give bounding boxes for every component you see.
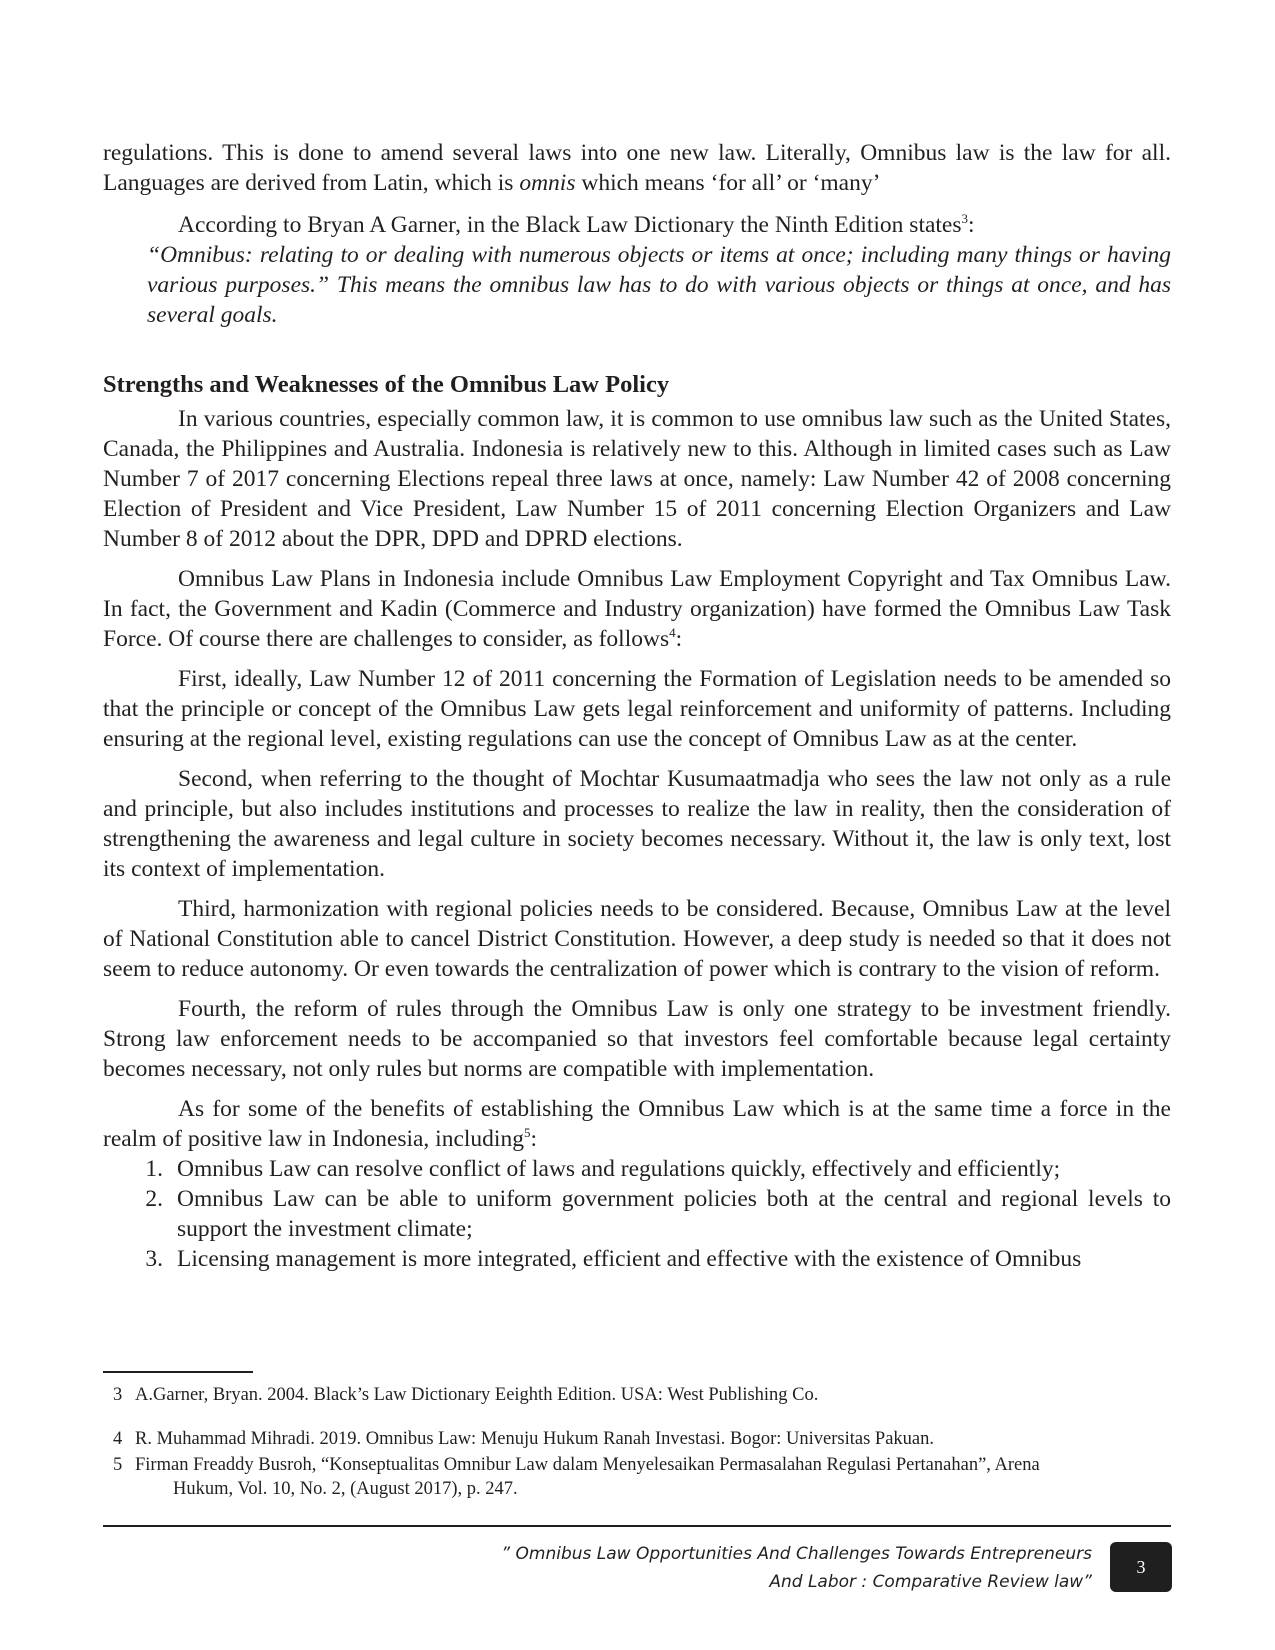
list-text: Licensing management is more integrated, efficient and effective with the existence of Omnibus (177, 1246, 1082, 1272)
text: : (968, 212, 975, 238)
running-title (501, 1540, 1092, 1596)
block-quote: “Omnibus: relating to or dealing with numerous objects or items at once; including many things or having various purposes.” This means the omnibus law has to do with various objects or things at once, and has several goals. (147, 242, 1171, 328)
text: regulations. This is done to amend several laws into one new law. Literally, Omnibus law is the law for all. Languages are derived from Latin, which is (103, 140, 1171, 196)
footnote-text: A.Garner, Bryan. 2004. Black’s Law Dictionary Eeighth Edition. USA: West Publishing Co. (135, 1385, 819, 1405)
footnote-text: R. Muhammad Mihradi. 2019. Omnibus Law: Menuju Hukum Ranah Investasi. Bogor: Universitas Pakuan. (135, 1429, 935, 1449)
paragraph: In various countries, especially common law, it is common to use omnibus law such as the United States, Canada, the Philippines and Australia. Indonesia is relatively new to this. Although in limited cases such as Law Number 7 of 2017 concerning Elections repeal three laws at once, namely: Law Number 42 of 2008 concerning Election of President and Vice President, Law Number 15 of 2011 concerning Election Organizers and Law Number 8 of 2012 about the DPR, DPD and DPRD elections. (103, 406, 1171, 552)
paragraph (103, 210, 1171, 240)
list-item (103, 1184, 1171, 1244)
text: According to Bryan A Garner, in the Black Law Dictionary the Ninth Edition states (178, 212, 962, 238)
footnote-number: 4 (113, 1429, 123, 1449)
footnote-line: Hukum, Vol. 10, No. 2, (August 2017), p. 247. (173, 1479, 518, 1499)
running-title-line: And Labor : Comparative Review law” (769, 1572, 1092, 1592)
footnote-number: 5 (113, 1455, 123, 1475)
list-number: 2. (145, 1186, 163, 1212)
footnote (113, 1453, 1173, 1501)
list-item (103, 1154, 1171, 1184)
running-title-line: ” Omnibus Law Opportunities And Challenges Towards Entrepreneurs (501, 1544, 1092, 1564)
paragraph: Fourth, the reform of rules through the Omnibus Law is only one strategy to be investment friendly. Strong law enforcement needs to be accompanied so that investors feel comfortable because legal certainty becomes necessary, not only rules but norms are compatible with implementation. (103, 996, 1171, 1082)
paragraph (103, 138, 1171, 198)
benefits-list (103, 1154, 1171, 1274)
text: As for some of the benefits of establishing the Omnibus Law which is at the same time a force in the realm of positive law in Indonesia, including (103, 1096, 1171, 1152)
footnote-number: 3 (113, 1385, 123, 1405)
paragraph: Second, when referring to the thought of Mochtar Kusumaatmadja who sees the law not only as a rule and principle, but also includes institutions and processes to realize the law in reality, then the consideration of strengthening the awareness and legal culture in society becomes necessary. Without it, the law is only text, lost its context of implementation. (103, 766, 1171, 882)
paragraph: First, ideally, Law Number 12 of 2011 concerning the Formation of Legislation needs to be amended so that the principle or concept of the Omnibus Law gets legal reinforcement and uniformity of patterns. Including ensuring at the regional level, existing regulations can use the concept of Omnibus Law as at the center. (103, 666, 1171, 752)
text: : (530, 1126, 537, 1152)
footnote-line: Firman Freaddy Busroh, “Konseptualitas Omnibur Law dalam Menyelesaikan Permasalahan Regulasi Pertanahan”, Arena (135, 1455, 1040, 1475)
text: Omnibus Law Plans in Indonesia include Omnibus Law Employment Copyright and Tax Omnibus Law. In fact, the Government and Kadin (Commerce and Industry organization) have formed the Omnibus Law Task Force. Of course there are challenges to consider, as follows (103, 566, 1171, 652)
footnote-ref: 5 (523, 1125, 531, 1141)
footer-divider (103, 1525, 1171, 1527)
list-text: Omnibus Law can be able to uniform government policies both at the central and regional levels to support the investment climate; (177, 1186, 1171, 1242)
footnote (113, 1383, 1173, 1407)
footnote (113, 1427, 1173, 1451)
footnotes (113, 1383, 1173, 1503)
section-heading: Strengths and Weaknesses of the Omnibus Law Policy (103, 371, 670, 398)
paragraph (103, 564, 1171, 654)
text: : (675, 626, 683, 652)
footnote-divider (103, 1371, 253, 1373)
page-body (103, 138, 1171, 1274)
footnote-text (135, 1453, 1173, 1501)
footnote-ref: 4 (669, 625, 676, 641)
page-number: 3 (1110, 1542, 1172, 1592)
list-text: Omnibus Law can resolve conflict of laws and regulations quickly, effectively and efficiently; (177, 1156, 1061, 1182)
text: which means ‘for all’ or ‘many’ (575, 170, 881, 196)
footnote-ref: 3 (961, 211, 969, 227)
paragraph (103, 1094, 1171, 1154)
list-number: 1. (145, 1156, 163, 1182)
list-number: 3. (145, 1246, 163, 1272)
italic-term: omnis (519, 170, 576, 196)
paragraph: Third, harmonization with regional policies needs to be considered. Because, Omnibus Law at the level of National Constitution able to cancel District Constitution. However, a deep study is needed so that it does not seem to reduce autonomy. Or even towards the centralization of power which is contrary to the vision of reform. (103, 896, 1171, 982)
list-item (103, 1244, 1171, 1274)
